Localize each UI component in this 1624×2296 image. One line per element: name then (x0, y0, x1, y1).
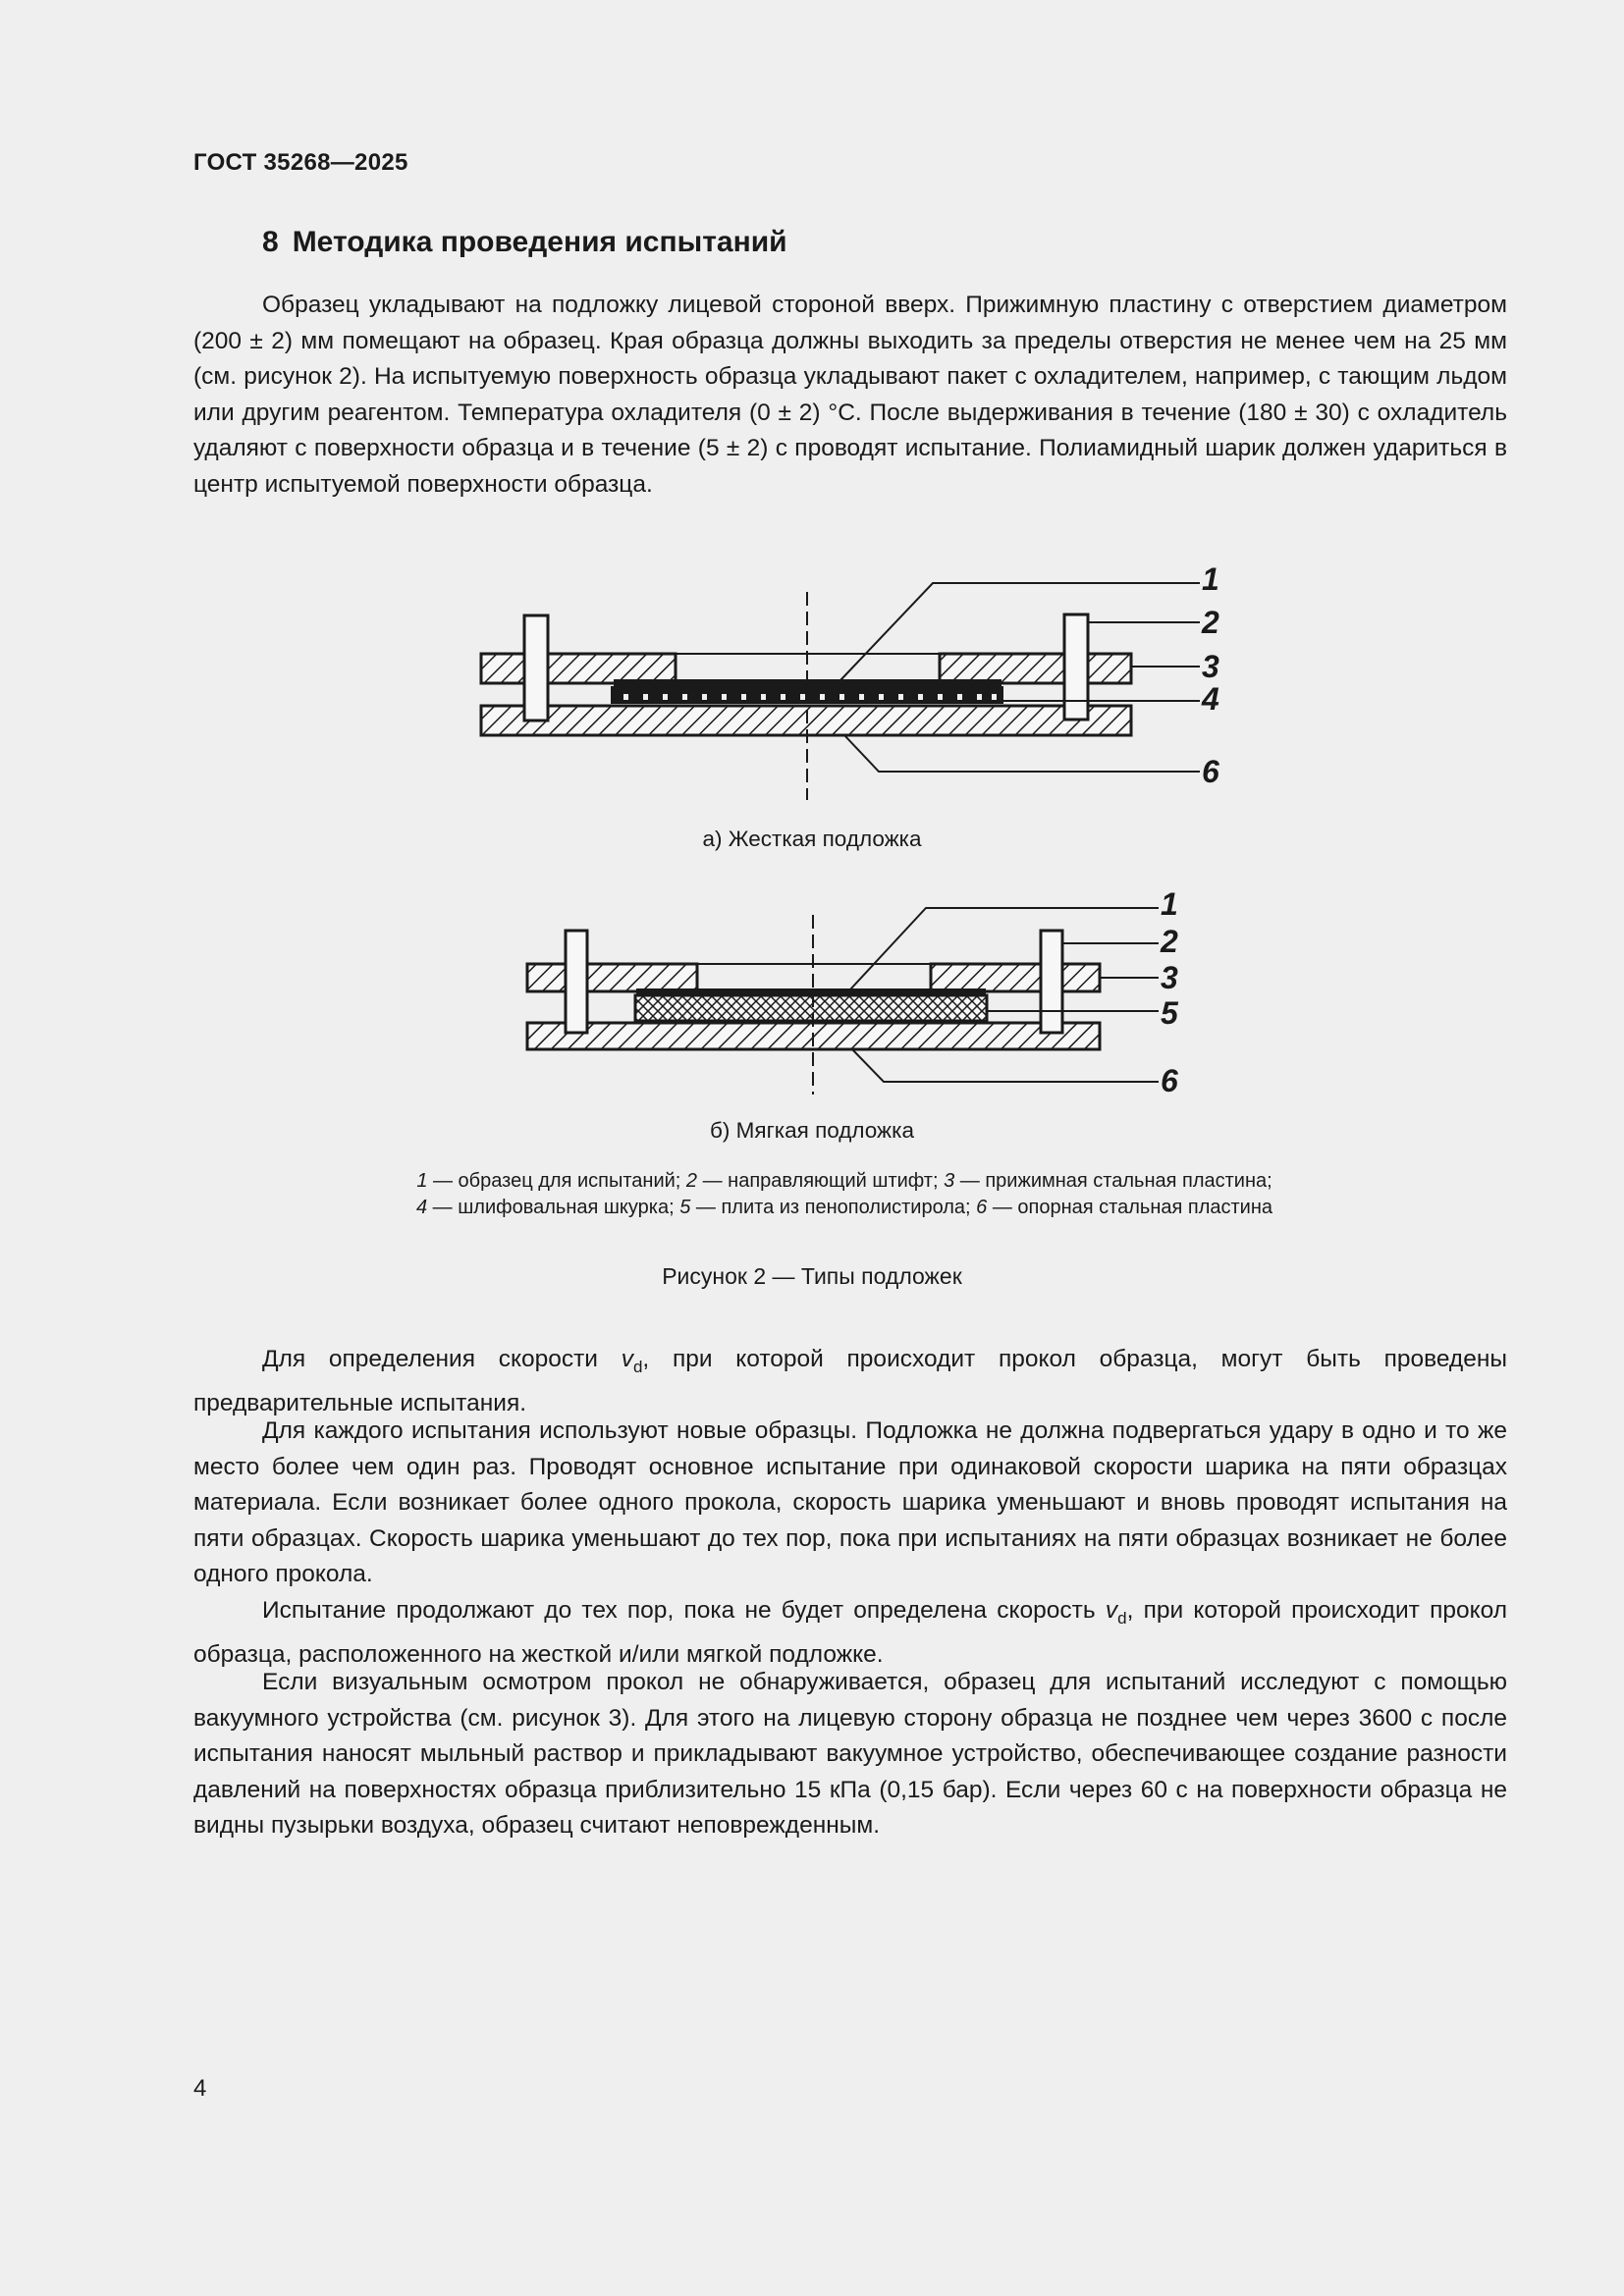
label-b-1: 1 (1161, 886, 1178, 922)
label-a-1: 1 (1202, 561, 1219, 597)
intro-paragraph: Образец укладывают на подложку лицевой стороной вверх. Прижимную пластину с отверстием диаметром (200 ± 2) мм помещают на образец. Края образца должны выходить за пределы отверстия не менее чем на 25 мм (см. рисунок 2). На испытуемую поверхность образца укладывают пакет с охладителем, например, с тающим льдом или другим реагентом. Температура охладителя (0 ± 2) °С. После выдерживания в течение (180 ± 30) с охладитель удаляют с поверхности образца и в течение (5 ± 2) с проводят испытание. Полиамидный шарик должен удариться в центр испытуемой поверхности образца. (193, 292, 1507, 498)
label-b-3: 3 (1161, 960, 1178, 995)
guide-pin-right-a (1064, 614, 1088, 720)
body-paragraph-2: Для каждого испытания используют новые образцы. Подложка не должна подвергаться удару в одно и то же место более чем один раз. Проводят основное испытание при одинаковой скорости шарика на пяти образцах материала. Если возникает более одного прокола, скорость шарика уменьшают и вновь проводят испытания на пяти образцах. Скорость шарика уменьшают до тех пор, пока при испытаниях на пяти образцах возникает не более одного прокола. (193, 1417, 1507, 1587)
clamp-plate-left-a (481, 654, 676, 683)
body-paragraph-1: Для определения скорости $v_d$, при которой происходит прокол образца, могут быть проведены предварительные испытания. (193, 1346, 1507, 1416)
figure-2 (0, 550, 1624, 1364)
guide-pin-right-b (1041, 931, 1062, 1033)
guide-pin-left-a (524, 615, 548, 721)
clamp-plate-right-b (931, 964, 1100, 991)
caption-b: б) Мягкая подложка (710, 1118, 914, 1143)
page-number: 4 (193, 2075, 207, 2102)
label-a-6: 6 (1202, 754, 1219, 789)
label-b-2: 2 (1161, 924, 1178, 959)
label-b-6: 6 (1161, 1063, 1178, 1098)
document-code: ГОСТ 35268—2025 (193, 149, 408, 176)
guide-pin-left-b (566, 931, 587, 1033)
figure-title: Рисунок 2 — Типы подложек (662, 1263, 962, 1289)
foam-plate (635, 995, 987, 1021)
label-a-4: 4 (1202, 681, 1219, 717)
caption-a: а) Жесткая подложка (702, 827, 922, 851)
diagram-a-rigid (481, 561, 1219, 800)
body-paragraph-3: Испытание продолжают до тех пор, пока не будет определена скорость $v_d$, при которой происходит прокол образца, расположенного на жесткой и/или мягкой подложке. (193, 1597, 1507, 1668)
figure-legend: 1 — образец для испытаний; 2 — направляющий штифт; 3 — прижимная стальная пластина; 4 — шлифовальная шкурка; 5 — плита из пенополистирола; 6 — опорная стальная пластина (416, 1170, 1272, 1218)
body-paragraph-4: Если визуальным осмотром прокол не обнаруживается, образец для испытаний исследуют с помощью вакуумного устройства (см. рисунок 3). Для этого на лицевую сторону образца не позднее чем через 3600 с после испытания наносят мыльный раствор и прикладывают вакуумное устройство, обеспечивающее создание разности давлений на поверхностях образца приблизительно 15 кПа (0,15 бар). Если через 60 с на поверхности образца не видны пузырьки воздуха, образец считают неповрежденным. (193, 1669, 1507, 1839)
diagram-b-soft (527, 886, 1179, 1098)
section-heading (262, 226, 787, 259)
label-a-2: 2 (1202, 605, 1219, 640)
label-b-5: 5 (1161, 995, 1178, 1031)
clamp-plate-left-b (527, 964, 697, 991)
label-a-3: 3 (1202, 649, 1219, 684)
section-title: Методика проведения испытаний (292, 226, 787, 258)
clamp-plate-right-a (940, 654, 1131, 683)
section-number: 8 (262, 226, 279, 258)
